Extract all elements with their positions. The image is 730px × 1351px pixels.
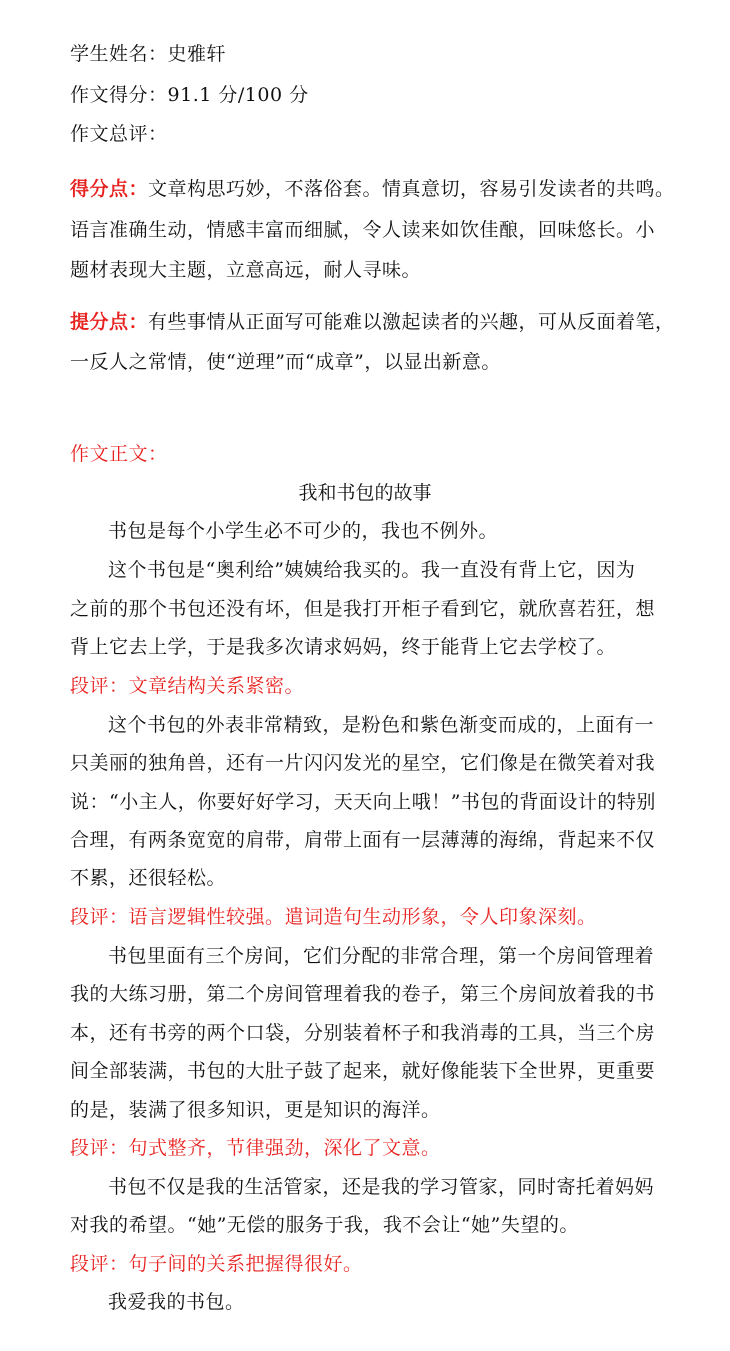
essay-p1-line-1: 书包是每个小学生必不可少的，我也不例外。 <box>108 520 499 542</box>
paragraph-comment-1: 段评：文章结构关系紧密。 <box>70 675 305 697</box>
paragraph-comment-3: 段评：句式整齐，节律强劲，深化了文意。 <box>70 1137 441 1159</box>
essay-p3-line-3: 说：“小主人，你要好好学习，天天向上哦！”书包的背面设计的特别 <box>70 791 656 813</box>
student-name-value: 史雅轩 <box>167 43 227 65</box>
improve-line-2: 一反人之常情，使“逆理”而“成章”，以显出新意。 <box>70 351 501 373</box>
improve-line-1 <box>70 310 675 334</box>
merit-text: 文章构思巧妙，不落俗套。情真意切，容易引发读者的共鸣。 <box>148 178 675 200</box>
student-name-row <box>70 42 226 66</box>
essay-p5-line-2: 对我的希望。“她”无偿的服务于我，我不会让“她”失望的。 <box>70 1214 579 1236</box>
essay-p4-line-2: 我的大练习册，第二个房间管理着我的卷子，第三个房间放着我的书 <box>70 983 656 1005</box>
essay-p3-line-4: 合理，有两条宽宽的肩带，肩带上面有一层薄薄的海绵，背起来不仅 <box>70 829 656 851</box>
essay-p2-line-3: 背上它去上学，于是我多次请求妈妈，终于能背上它去学校了。 <box>70 636 617 658</box>
merit-line-3: 题材表现大主题，立意高远，耐人寻味。 <box>70 259 422 281</box>
improve-label: 提分点： <box>70 311 149 333</box>
essay-p3-line-2: 只美丽的独角兽，还有一片闪闪发光的星空，它们像是在微笑着对我 <box>70 752 656 774</box>
essay-p6-line-1: 我爱我的书包。 <box>108 1291 245 1313</box>
essay-p4-line-1: 书包里面有三个房间，它们分配的非常合理，第一个房间管理着 <box>108 945 655 967</box>
score-label: 作文得分： <box>70 84 168 106</box>
essay-section-label: 作文正文： <box>70 443 168 465</box>
student-name-label: 学生姓名： <box>70 43 168 65</box>
paragraph-comment-2: 段评：语言逻辑性较强。遣词造句生动形象，令人印象深刻。 <box>70 906 597 928</box>
merit-line-1 <box>70 177 675 201</box>
score-row <box>70 83 309 107</box>
essay-title: 我和书包的故事 <box>298 482 432 504</box>
essay-p3-line-5: 不累，还很轻松。 <box>70 867 227 889</box>
essay-p4-line-5: 的是，装满了很多知识，更是知识的海洋。 <box>70 1099 441 1121</box>
essay-p4-line-3: 本，还有书旁的两个口袋，分别装着杯子和我消毒的工具，当三个房 <box>70 1022 656 1044</box>
merit-line-2: 语言准确生动，情感丰富而细腻，令人读来如饮佳酿，回味悠长。小 <box>70 219 656 241</box>
essay-p4-line-4: 间全部装满，书包的大肚子鼓了起来，就好像能装下全世界，更重要 <box>70 1060 656 1082</box>
paragraph-comment-4: 段评：句子间的关系把握得很好。 <box>70 1253 363 1275</box>
essay-p3-line-1: 这个书包的外表非常精致，是粉色和紫色渐变而成的，上面有一 <box>108 714 655 736</box>
essay-p2-line-2: 之前的那个书包还没有坏，但是我打开柜子看到它，就欣喜若狂，想 <box>70 598 656 620</box>
merit-label: 得分点： <box>70 178 149 200</box>
essay-p5-line-1: 书包不仅是我的生活管家，还是我的学习管家，同时寄托着妈妈 <box>108 1176 655 1198</box>
improve-text: 有些事情从正面写可能难以激起读者的兴趣，可从反面着笔， <box>148 311 675 333</box>
score-value: 91.1 分/100 分 <box>167 84 309 106</box>
essay-p2-line-1: 这个书包是“奥利给”姨姨给我买的。我一直没有背上它，因为 <box>108 559 636 581</box>
overall-comment-label: 作文总评： <box>70 123 168 145</box>
